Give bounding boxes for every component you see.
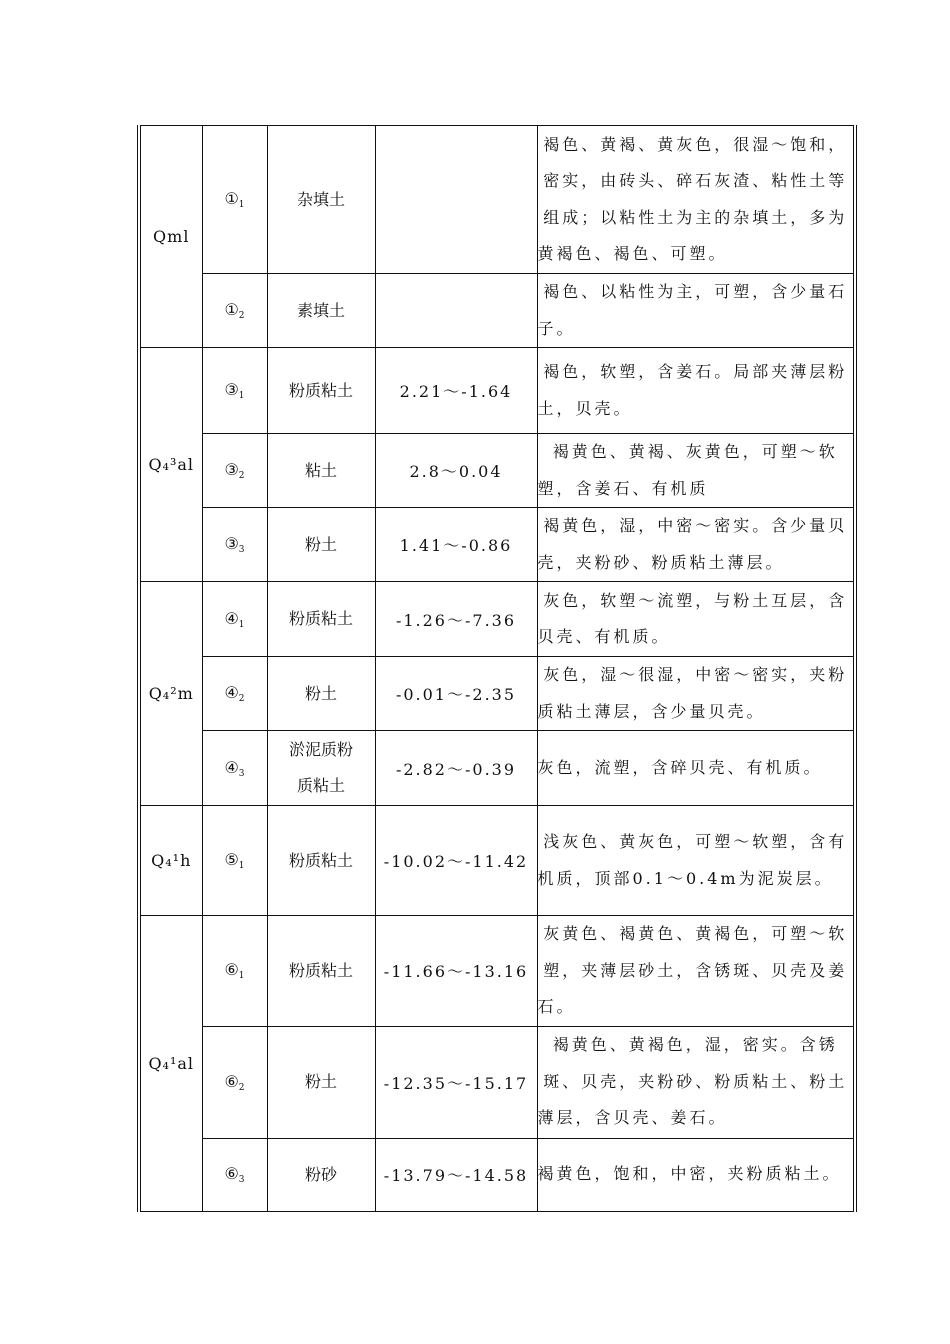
soil-name-cell: 素填土	[267, 274, 375, 348]
soil-name-cell: 粉土	[267, 1026, 375, 1138]
soil-name-cell: 粉质粘土	[267, 348, 375, 434]
description-cell: 灰色，湿～很湿，中密～密实，夹粉质粘土薄层，含少量贝壳。	[537, 657, 855, 731]
layer-sub-number: 2	[238, 311, 245, 321]
strata-row	[139, 731, 855, 806]
layer-sub-number: 1	[238, 619, 245, 630]
layer-sub-number: 3	[238, 1175, 245, 1185]
strata-row	[139, 1138, 855, 1211]
strata-row	[139, 916, 855, 1027]
layer-number-cell	[202, 1026, 267, 1138]
description-cell: 灰色，软塑～流塑，与粉土互层，含贝壳、有机质。	[537, 582, 855, 657]
strata-row	[139, 1026, 855, 1138]
elevation-cell: -1.26～-7.36	[375, 582, 537, 657]
layer-number-cell	[202, 657, 267, 731]
layer-number: ③	[224, 460, 239, 479]
strata-row	[139, 806, 855, 916]
stratum-code-cell: Q₄¹h	[139, 806, 202, 916]
layer-number-cell	[202, 806, 267, 916]
layer-number-cell	[202, 348, 267, 434]
strata-row	[139, 126, 855, 274]
elevation-cell: 1.41～-0.86	[375, 508, 537, 582]
soil-name-cell: 粉质粘土	[267, 582, 375, 657]
elevation-cell: -11.66～-13.16	[375, 916, 537, 1027]
soil-name-cell: 粉土	[267, 508, 375, 582]
strata-row	[139, 434, 855, 508]
soil-strata-table	[137, 125, 857, 1212]
layer-sub-number: 1	[238, 200, 245, 210]
layer-number-cell	[202, 916, 267, 1027]
elevation-cell: -10.02～-11.42	[375, 806, 537, 916]
stratum-code-cell: Qml	[139, 126, 202, 348]
elevation-cell	[375, 126, 537, 274]
layer-number: ⑤	[224, 850, 239, 869]
layer-number: ①	[224, 189, 239, 208]
layer-number: ③	[224, 534, 239, 553]
stratum-code-cell: Q₄³al	[139, 348, 202, 582]
layer-sub-number: 3	[238, 768, 245, 779]
strata-row	[139, 657, 855, 731]
layer-number: ③	[224, 380, 239, 399]
description-cell: 褐黄色、黄褐色，湿，密实。含锈斑、贝壳，夹粉砂、粉质粘土、粉土薄层，含贝壳、姜石。	[537, 1026, 855, 1138]
layer-sub-number: 3	[238, 545, 245, 555]
elevation-cell: -12.35～-15.17	[375, 1026, 537, 1138]
elevation-cell: -0.01～-2.35	[375, 657, 537, 731]
soil-name-cell: 淤泥质粉质粘土	[267, 731, 375, 806]
elevation-cell: -2.82～-0.39	[375, 731, 537, 806]
layer-sub-number: 1	[238, 861, 245, 871]
layer-number-cell	[202, 1138, 267, 1211]
layer-sub-number: 2	[238, 694, 245, 704]
layer-number: ⑥	[224, 1164, 239, 1183]
soil-name-cell: 粉质粘土	[267, 916, 375, 1027]
soil-name-cell: 粘土	[267, 434, 375, 508]
stratum-code-cell: Q₄²m	[139, 582, 202, 806]
layer-number-cell	[202, 582, 267, 657]
layer-number: ⑥	[224, 960, 239, 980]
layer-number: ④	[224, 608, 239, 628]
elevation-cell: -13.79～-14.58	[375, 1138, 537, 1211]
elevation-cell: 2.8～0.04	[375, 434, 537, 508]
elevation-cell: 2.21～-1.64	[375, 348, 537, 434]
layer-number: ①	[224, 300, 239, 319]
layer-sub-number: 2	[238, 1082, 245, 1093]
layer-number-cell	[202, 434, 267, 508]
soil-name-cell: 粉质粘土	[267, 806, 375, 916]
stratum-code-cell: Q₄¹al	[139, 916, 202, 1212]
layer-number-cell	[202, 731, 267, 806]
strata-row	[139, 274, 855, 348]
layer-sub-number: 2	[238, 471, 245, 481]
description-cell: 浅灰色、黄灰色，可塑～软塑，含有机质，顶部0.1～0.4m为泥炭层。	[537, 806, 855, 916]
layer-number-cell	[202, 126, 267, 274]
soil-name-cell: 杂填土	[267, 126, 375, 274]
description-cell: 灰色，流塑，含碎贝壳、有机质。	[537, 731, 855, 806]
soil-name-cell: 粉砂	[267, 1138, 375, 1211]
description-cell: 褐色、以粘性为主，可塑，含少量石子。	[537, 274, 855, 348]
description-cell: 褐色、黄褐、黄灰色，很湿～饱和，密实，由砖头、碎石灰渣、粘性土等组成；以粘性土为主的杂填土，多为黄褐色、褐色、可塑。	[537, 126, 855, 274]
layer-number: ④	[224, 757, 239, 777]
description-cell: 褐黄色、黄褐、灰黄色，可塑～软塑，含姜石、有机质	[537, 434, 855, 508]
strata-row	[139, 508, 855, 582]
description-cell: 灰黄色、褐黄色、黄褐色，可塑～软塑，夹薄层砂土，含锈斑、贝壳及姜石。	[537, 916, 855, 1027]
strata-row	[139, 582, 855, 657]
layer-number-cell	[202, 274, 267, 348]
strata-table-body	[139, 126, 855, 1212]
description-cell: 褐黄色，湿，中密～密实。含少量贝壳，夹粉砂、粉质粘土薄层。	[537, 508, 855, 582]
strata-row	[139, 348, 855, 434]
soil-name-cell: 粉土	[267, 657, 375, 731]
layer-number-cell	[202, 508, 267, 582]
layer-sub-number: 1	[238, 971, 245, 982]
layer-sub-number: 1	[238, 391, 245, 401]
elevation-cell	[375, 274, 537, 348]
layer-number: ⑥	[224, 1071, 239, 1091]
layer-number: ④	[224, 683, 239, 702]
description-cell: 褐黄色，饱和，中密，夹粉质粘土。	[537, 1138, 855, 1211]
description-cell: 褐色，软塑，含姜石。局部夹薄层粉土，贝壳。	[537, 348, 855, 434]
